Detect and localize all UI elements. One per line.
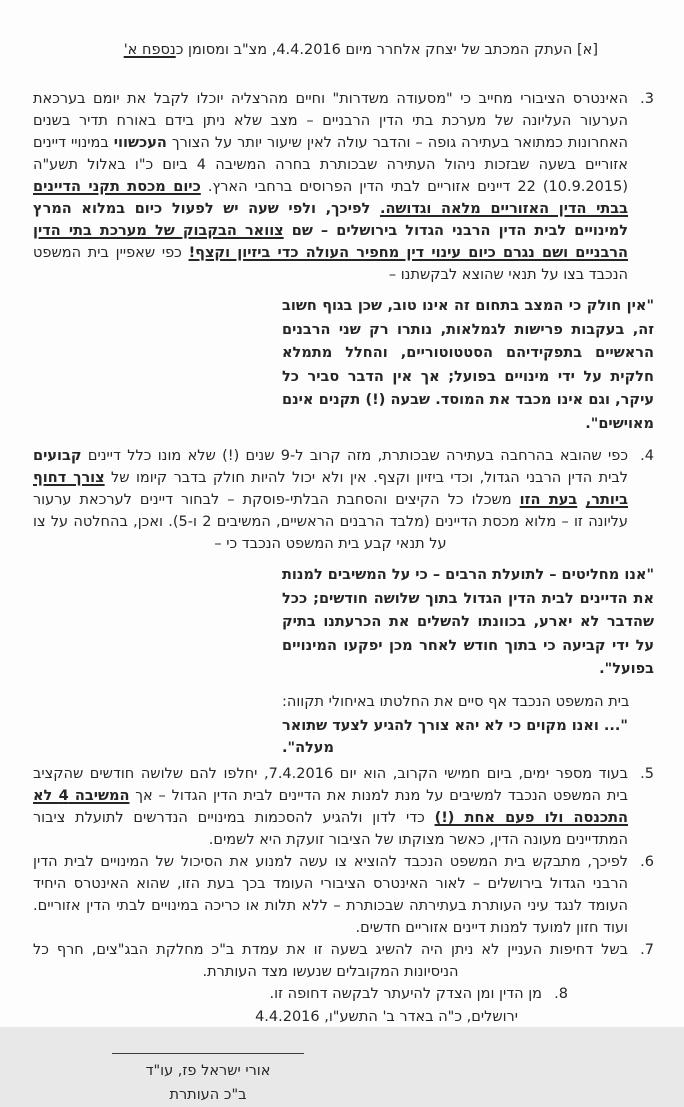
court-hope-quote: "... ואנו מקוים כי לא יהא צורך להגיע לצעד שתואר מעלה". [282,717,628,756]
paragraph-4-text: כפי שהובא בהרחבה בעתירה שבכותרת, מזה קרוב ל-9 שנים (!) שלא מונו כלל דיינים קבועים לבית הדין הרבני הגדול, וכדי ביזיון וקצף. אין ולא יכול להיות חולק בדבר קיומו של צורך דחוף ביותר, בעת הזו משכלו כל הקיצים והסחבת הבלתי-פוסקת – לבחור דיינים לערכאת ערעור עליונה זו – מלוא מכסת הדיינים (מלבד הרבנים הראשיים, המשיבים 2 ו-5). ואכן, בהחלטה על צו על תנאי קבע בית המשפט הנכבד כי – [33,448,629,552]
paragraph-3 [33,88,654,286]
paragraph-6-number: 6. [640,853,654,870]
court-quote-1: "אין חולק כי המצב בתחום זה אינו טוב, שכן בגוף חשוב זה, בעקבות פרישות לגמלאות, נותרו רק שני הרבנים הראשיים בתפקידיהם הסטטוטוריים, והחלל מתמלא חלקית על ידי מינויים בפועל; אך אין הדבר סביר כל עיקר, וגם אינו מכבד את המוסד. שבעה (!) תקנים אינם מאוישים". [282,298,654,432]
paragraph-8 [33,983,568,1005]
paragraph-5-text: בעוד מספר ימים, ביום חמישי הקרוב, הוא יום 7.4.2016, יחלפו להם שלושה חודשים שהקציב בית המשפט הנכבד למשיבים על מנת למנות את הדיינים לבית הדין הגדול – אך המשיבה 4 לא התכנסה ולו פעם אחת (!) כדי לדון ולהגיע להסכמות במינויים הנדרשים לתועלת ציבור המתדיינים מעונה הדין, כאשר מצוקתו של הציבור זועקת היא לשמים. [33,765,629,848]
signatory-role: ב"כ העותרת [169,1086,247,1103]
annex-header: [א] העתק המכתב של יצחק אלחרר מיום 4.4.2016, מצ"ב ומסומן כנספח א' [123,42,598,58]
signature-block [112,1041,304,1107]
date-place-line: ירושלים, כ"ה באדר ב' התשע"ו, 4.4.2016 [255,1008,518,1025]
paragraph-4-number: 4. [640,448,654,464]
paragraph-6 [33,851,654,939]
paragraph-7 [33,939,654,983]
court-quote-2: "אנו מחליטים – לתועלת הרבים – כי על המשיבים למנות את הדיינים לבית הדין הגדול בתוך שלושה חודשים; ככל שהדבר לא יארע, בכוונתו להשלים את הכרעתנו בתיק על ידי קביעה כי בתוך חודש לאחר מכן יפקעו המינויים בפועל". [282,567,654,677]
paragraph-8-number: 8. [554,985,568,1002]
paragraph-5-number: 5. [640,765,654,782]
signature-line [112,1041,304,1054]
paragraph-3-text: האינטרס הציבורי מחייב כי "מסעודה משדרות" וחיים מהרצליה יוכלו לקבל את יומם בערכאת הערעור העליונה של מערכת בתי הדין הרבניים – מצב שלא ניתן בידם באורח תדיר בשנים האחרונות כמתואר בעתירה גופה – והדבר עולה לאין שיעור יותר על הצורך העכשווי במינויי דיינים אזוריים בשעה שבזכות ניהול העתירה שבכותרת בחרה המשיבה 4 ביום כ"ו באלול תשע"ה (10.9.2015) 22 דיינים אזוריים לבתי הדין הפרוסים ברחבי הארץ. כיום מכסת תקני הדיינים בבתי הדין האזוריים מלאה וגדושה. לפיכך, ולפי שעה יש לפעול כיום במלוא המרץ למינויים לבית הדין הרבני הגדול בירושלים – שם צוואר הבקבוק של מערכת בתי הדין הרבניים ושם נגרם כיום עינוי דין מחפיר העולה כדי ביזיון וקצף! כפי שאפיין בית המשפט הנכבד בצו על תנאי שהוצא לבקשתנו – [33,91,628,283]
paragraph-7-number: 7. [640,941,654,958]
signatory-name: אורי ישראל פז, עו"ד [145,1062,271,1079]
paragraph-4 [33,445,654,555]
court-decision-note: בית המשפט הנכבד אף סיים את החלטתו באיחולי תקווה: [282,693,630,710]
paragraph-8-text: מן הדין ומן הצדק להיעתר לבקשה דחופה זו. [269,985,542,1002]
paragraph-3-number: 3. [640,91,654,107]
paragraph-5 [33,763,654,851]
paragraph-6-text: לפיכך, מתבקש בית המשפט הנכבד להוציא צו עשה למנוע את הסיכול של המינויים לבית הדין הרבני הגדול בירושלים – לאור האינטרס הציבורי העומד בכך בעת הזו, שהוא האינטרס היחיד העומד לנגד עיני העותרת בעתירתה שבכותרת – ללא תלות או כריכה במינויים לבתי הדין אזוריים. ועוד חזון למועד למנות דיינים אזוריים חדשים. [33,853,628,936]
paragraph-7-text: בשל דחיפות העניין לא ניתן היה להשיג בשעה זו את עמדת ב"כ מחלקת הבג"צים, חרף כל הניסיונות המקובלים שנעשו מצד העותרת. [33,941,628,980]
